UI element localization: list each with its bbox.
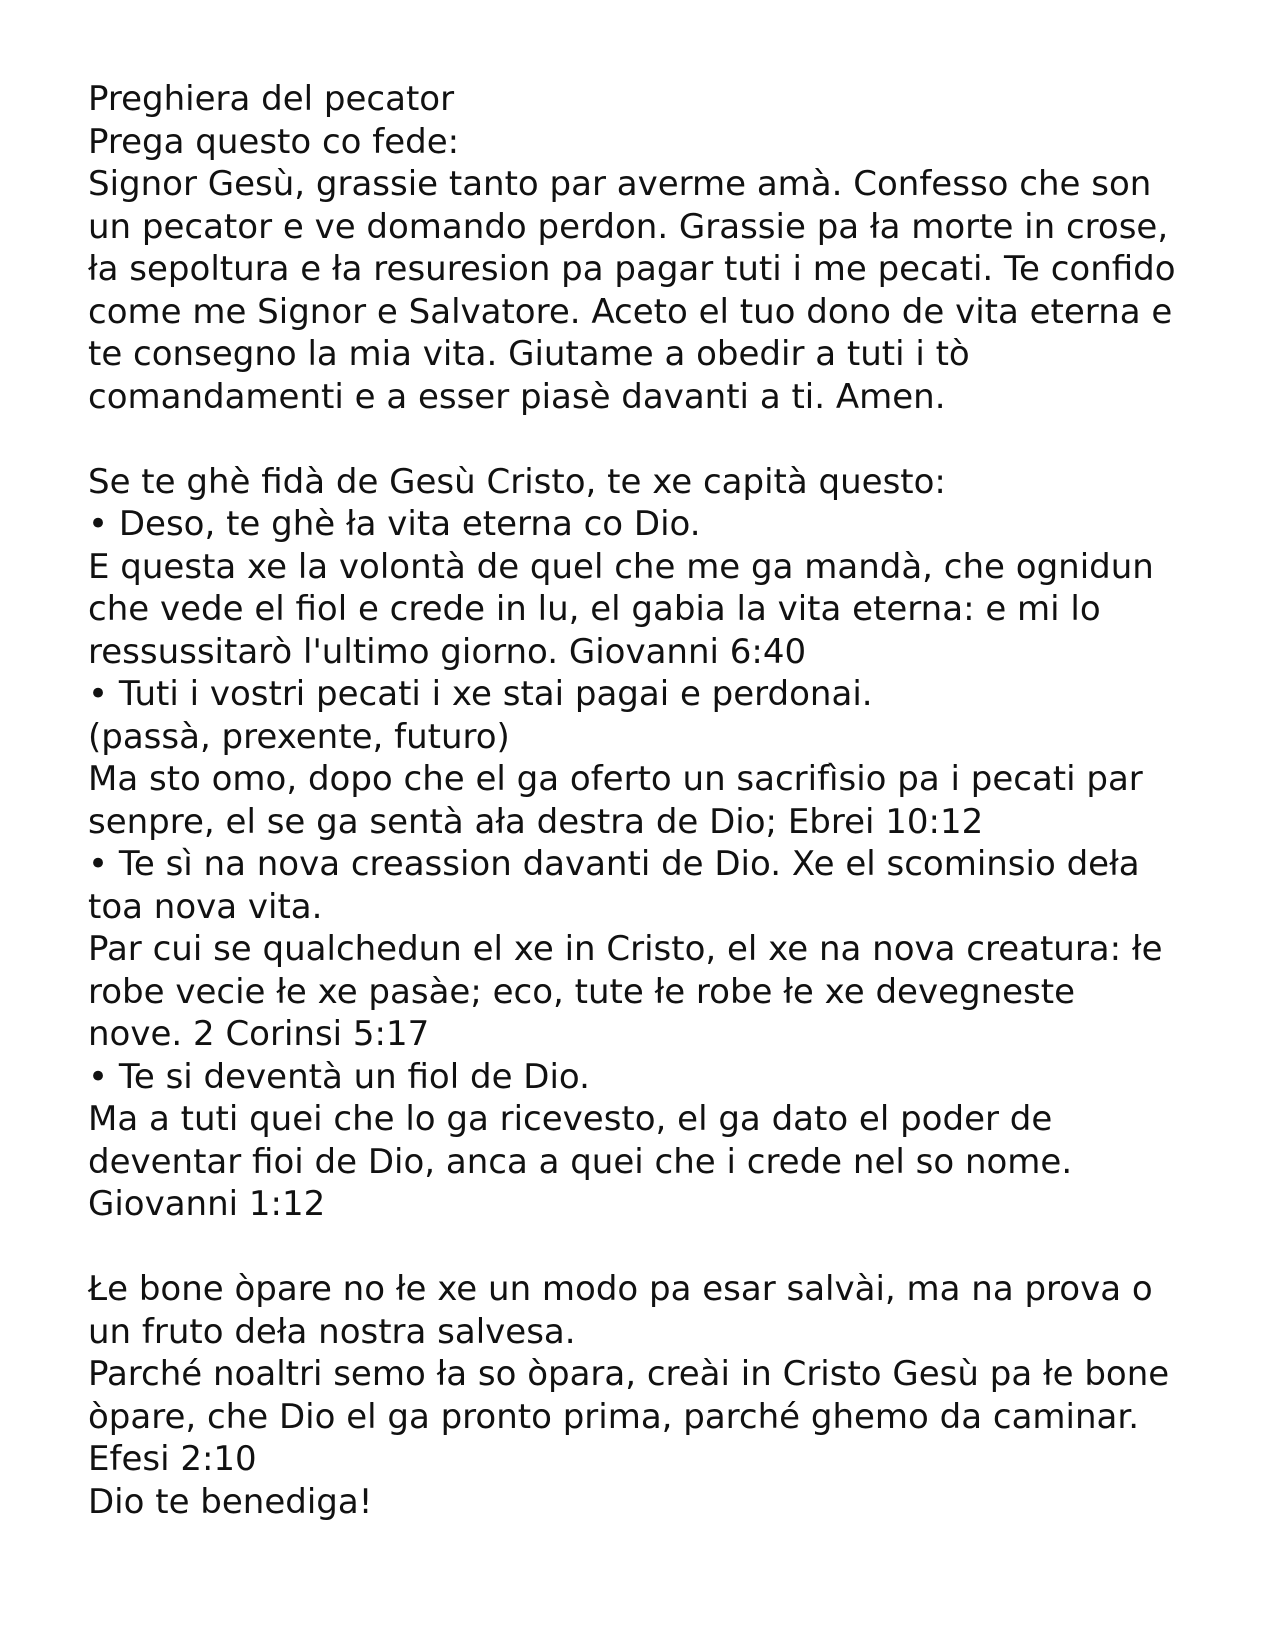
scripture-line: che vede el fiol e crede in lu, el gabia la vita eterna: e mi lo	[88, 589, 1101, 629]
scripture-line: Ma a tuti quei che lo ga ricevesto, el ga dato el poder de	[88, 1099, 1053, 1139]
scripture-line: Par cui se qualchedun el xe in Cristo, el xe na nova creatura: łe	[88, 929, 1163, 969]
scripture-line: Giovanni 1:12	[88, 1184, 326, 1224]
bullet-item: • Deso, te ghè ła vita eterna co Dio.	[88, 504, 701, 544]
scripture-line: nove. 2 Corinsi 5:17	[88, 1014, 430, 1054]
scripture-line: ressussitarò l'ultimo giorno. Giovanni 6:40	[88, 631, 807, 672]
prayer-line: ła sepoltura e ła resuresion pa pagar tuti i me pecati. Te confido	[88, 249, 1176, 289]
paragraph-spacer	[88, 1226, 1218, 1269]
bullet-item: • Tuti i vostri pecati i xe stai pagai e perdonai.	[88, 674, 873, 714]
scripture-line: senpre, el se ga sentà ała destra de Dio; Ebrei 10:12	[88, 801, 984, 842]
scripture-line: Parché noaltri semo ła so òpara, creài in Cristo Gesù pa łe bone	[88, 1354, 1170, 1394]
prayer-instruction: Prega questo co fede:	[88, 121, 460, 162]
scripture-line: robe vecie łe xe pasàe; eco, tute łe robe łe xe devegneste	[88, 971, 1076, 1012]
prayer-line: comandamenti e a esser piasè davanti a ti. Amen.	[88, 376, 946, 417]
prayer-line: te consegno la mia vita. Giutame a obedir a tuti i tò	[88, 334, 970, 374]
text-line: toa nova vita.	[88, 886, 323, 927]
bullet-item: • Te si deventà un fiol de Dio.	[88, 1056, 590, 1097]
prayer-line: come me Signor e Salvatore. Aceto el tuo dono de vita eterna e	[88, 291, 1173, 332]
assurance-section	[88, 461, 1218, 1226]
document-page	[88, 78, 1218, 1523]
blessing-line: Dio te benediga!	[88, 1481, 373, 1522]
prayer-text	[88, 163, 1218, 418]
text-line: Łe bone òpare no łe xe un modo pa esar salvài, ma na prova o	[88, 1269, 1153, 1309]
document-title: Preghiera del pecator	[88, 79, 455, 119]
prayer-line: Signor Gesù, grassie tanto par averme amà. Confesso che son	[88, 164, 1152, 204]
scripture-line: òpare, che Dio el ga pronto prima, parché ghemo da caminar.	[88, 1396, 1140, 1437]
good-works-section	[88, 1268, 1218, 1523]
text-line: un fruto deła nostra salvesa.	[88, 1311, 576, 1352]
scripture-line: Ma sto omo, dopo che el ga oferto un sacrifìsio pa i pecati par	[88, 759, 1143, 799]
scripture-line: deventar fioi de Dio, anca a quei che i crede nel so nome.	[88, 1141, 1073, 1182]
prayer-line: un pecator e ve domando perdon. Grassie pa ła morte in crose,	[88, 206, 1169, 247]
scripture-line: E questa xe la volontà de quel che me ga mandà, che ognidun	[88, 546, 1154, 587]
paragraph-spacer	[88, 418, 1218, 461]
text-line: (passà, prexente, futuro)	[88, 716, 510, 757]
bullet-item: • Te sì na nova creassion davanti de Dio. Xe el scominsio deła	[88, 844, 1140, 884]
scripture-line: Efesi 2:10	[88, 1439, 257, 1479]
section-heading: Se te ghè fidà de Gesù Cristo, te xe capità questo:	[88, 461, 946, 502]
